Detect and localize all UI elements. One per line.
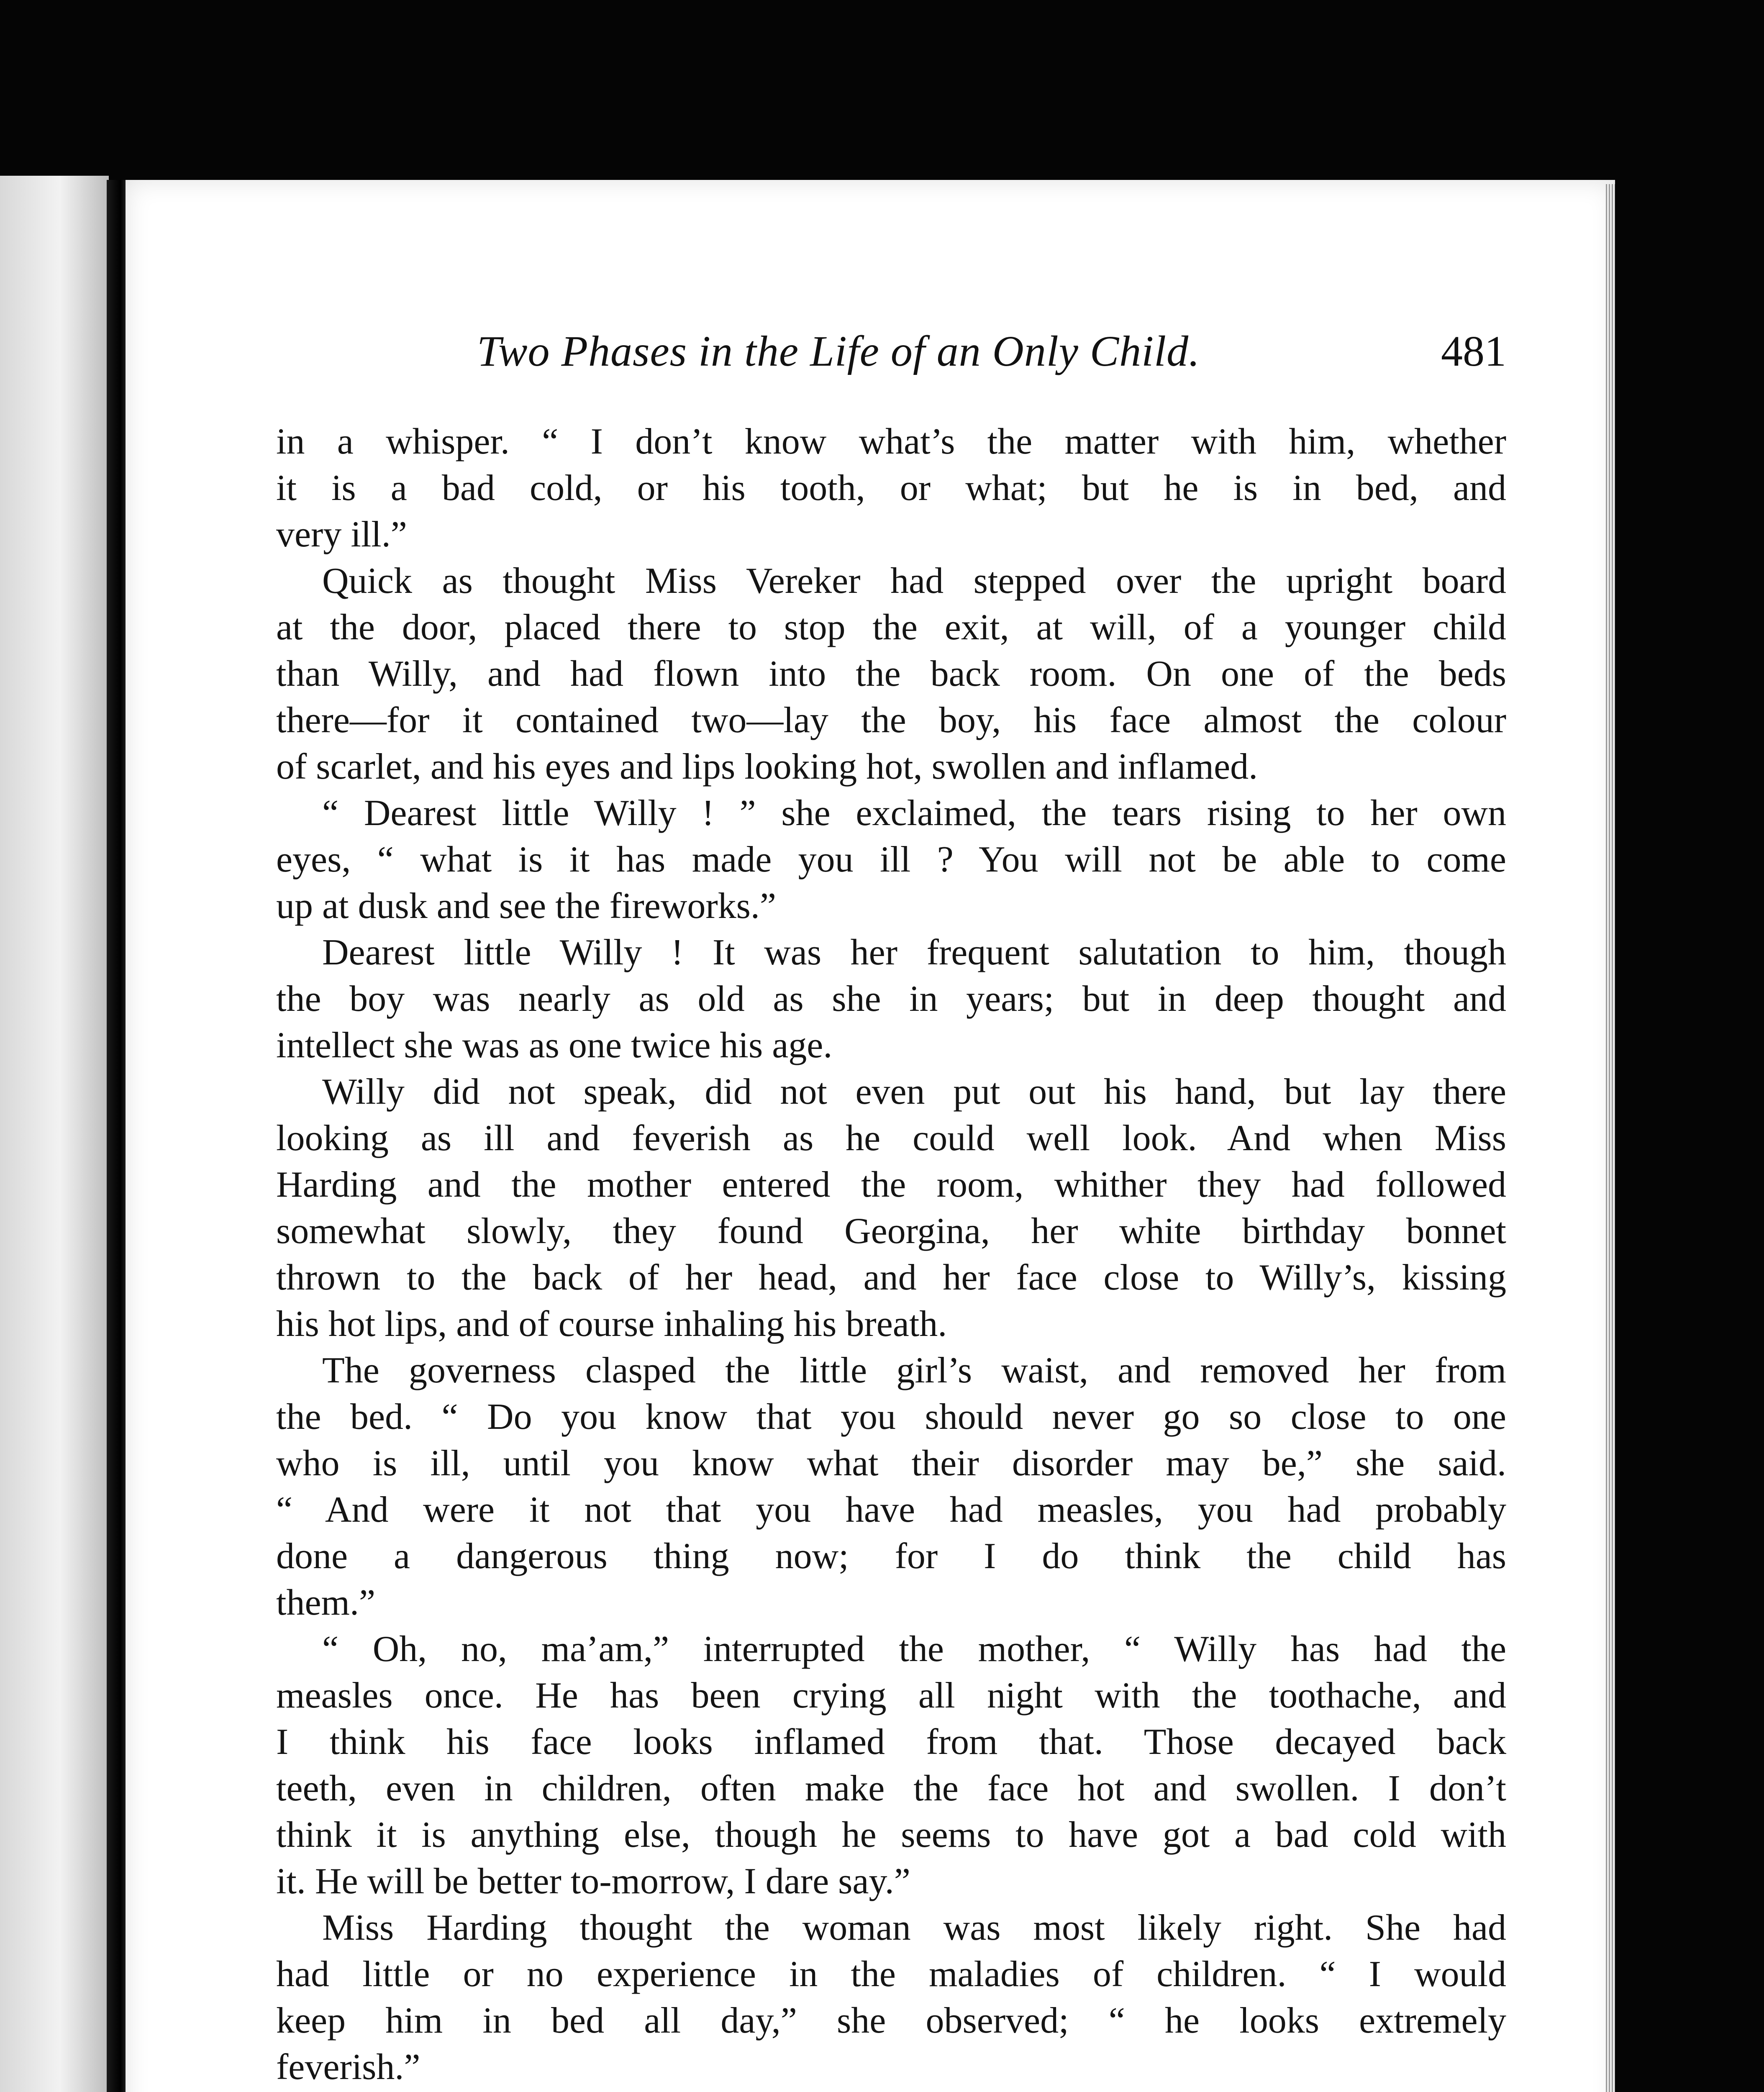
text-line: Miss Harding thought the woman was most likely right. She had [322, 1907, 1506, 1948]
text-line: eyes, “ what is it has made you ill ? You will not be able to come [276, 839, 1506, 880]
text-line: Harding and the mother entered the room, whither they had followed [276, 1164, 1506, 1205]
paragraph [276, 1905, 1506, 2090]
text-line: intellect she was as one twice his age. [276, 1025, 833, 1066]
text-line: keep him in bed all day,” she observed; “ he looks extremely [276, 2000, 1506, 2041]
text-line: had little or no experience in the maladies of children. “ I would [276, 1954, 1506, 1995]
text-line: at the door, placed there to stop the exit, at will, of a younger child [276, 607, 1506, 648]
paragraph [276, 1626, 1506, 1905]
paragraph [276, 418, 1506, 558]
text-line: them.” [276, 1582, 376, 1623]
paragraph [276, 790, 1506, 929]
paragraph [276, 2090, 1506, 2092]
text-line: teeth, even in children, often make the face hot and swollen. I don’t [276, 1768, 1506, 1809]
text-line: feverish.” [276, 2047, 420, 2087]
text-line: looking as ill and feverish as he could well look. And when Miss [276, 1118, 1506, 1159]
text-line: of scarlet, and his eyes and lips looking hot, swollen and inflamed. [276, 746, 1258, 787]
text-line: up at dusk and see the fireworks.” [276, 886, 776, 926]
paragraph [276, 929, 1506, 1069]
text-line [276, 2090, 1506, 2092]
text-line: think it is anything else, though he seems to have got a bad cold with [276, 1815, 1506, 1855]
body-text [276, 418, 1506, 2092]
text-line: in a whisper. “ I don’t know what’s the matter with him, whether [276, 421, 1506, 462]
text-line: The governess clasped the little girl’s waist, and removed her from [322, 1350, 1506, 1391]
text-line: “ Dearest little Willy ! ” she exclaimed, the tears rising to her own [322, 793, 1506, 833]
text-line: measles once. He has been crying all night with the toothache, and [276, 1675, 1506, 1716]
text-line: Dearest little Willy ! It was her frequent salutation to him, though [322, 932, 1506, 973]
facing-page-edge [0, 176, 109, 2092]
page-number: 481 [1441, 327, 1506, 375]
paragraph [276, 1069, 1506, 1347]
text-line: his hot lips, and of course inhaling his breath. [276, 1304, 947, 1344]
paragraph [276, 558, 1506, 790]
text-line: “ And were it not that you have had measles, you had probably [276, 1490, 1506, 1530]
text-line: thrown to the back of her head, and her face close to Willy’s, kissing [276, 1257, 1506, 1298]
text-line: I think his face looks inflamed from that. Those decayed back [276, 1722, 1506, 1762]
text-line: very ill.” [276, 514, 407, 555]
running-title: Two Phases in the Life of an Only Child. [477, 327, 1200, 375]
text-line: the boy was nearly as old as she in years; but in deep thought and [276, 979, 1506, 1019]
running-head [477, 326, 1506, 376]
text-line: it. He will be better to-morrow, I dare say.” [276, 1861, 910, 1902]
page-edge-shadow [1606, 184, 1615, 2092]
paragraph [276, 1347, 1506, 1626]
text-line: it is a bad cold, or his tooth, or what; but he is in bed, and [276, 468, 1506, 508]
text-line: the bed. “ Do you know that you should never go so close to one [276, 1397, 1506, 1437]
text-line: there—for it contained two—lay the boy, his face almost the colour [276, 700, 1506, 741]
text-line: done a dangerous thing now; for I do think the child has [276, 1536, 1506, 1577]
text-line: somewhat slowly, they found Georgina, her white birthday bonnet [276, 1211, 1506, 1251]
text-line: than Willy, and had flown into the back room. On one of the beds [276, 654, 1506, 694]
text-line: who is ill, until you know what their disorder may be,” she said. [276, 1443, 1506, 1484]
text-line: Quick as thought Miss Vereker had stepped over the upright board [322, 561, 1506, 601]
text-line: Willy did not speak, did not even put out his hand, but lay there [322, 1072, 1506, 1112]
text-line: “ Oh, no, ma’am,” interrupted the mother, “ Willy has had the [322, 1629, 1506, 1669]
